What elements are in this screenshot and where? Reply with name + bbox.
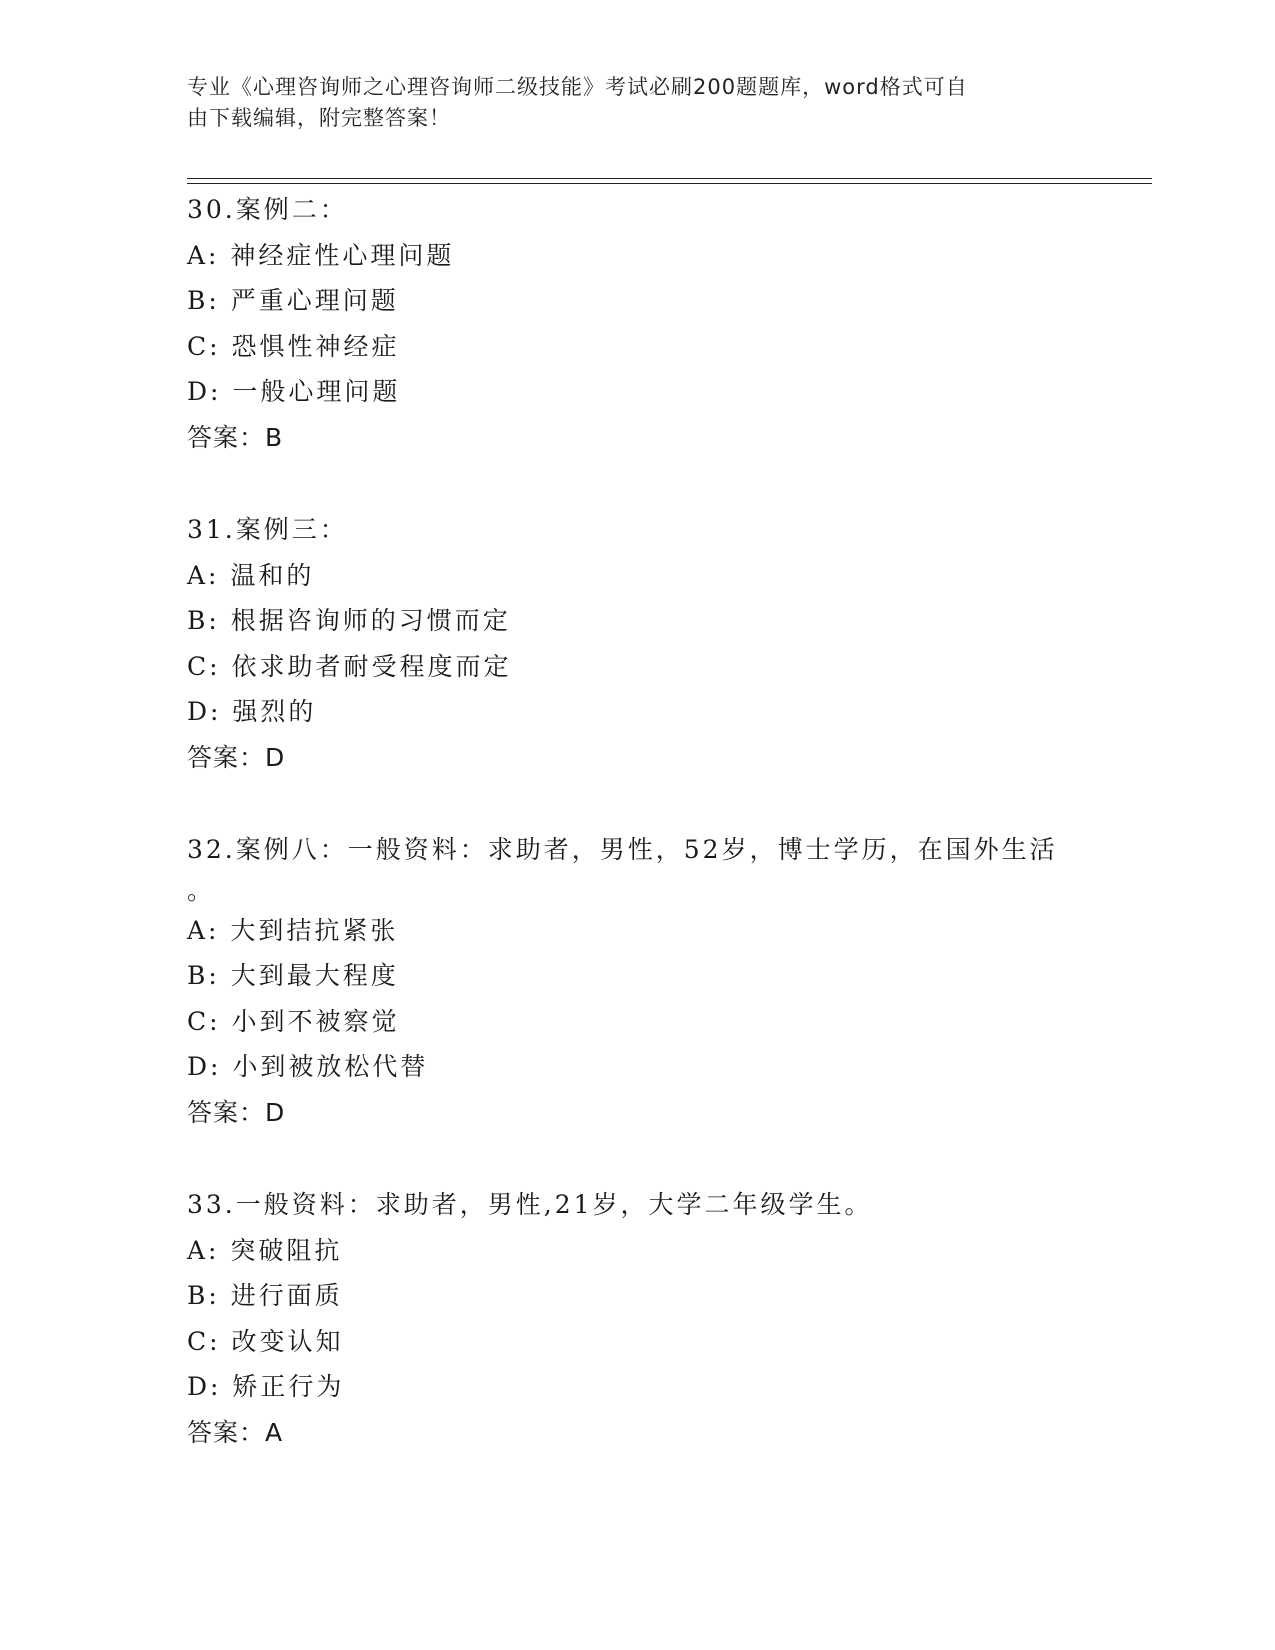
question-list — [187, 187, 1087, 1502]
question-stem: 30.案例二： — [187, 195, 348, 224]
header-divider-bottom — [187, 183, 1152, 184]
option-c: C: 小到不被察觉 — [187, 1006, 400, 1036]
answer: 答案：A — [187, 1417, 284, 1447]
question-32 — [187, 827, 1087, 1135]
option-a: A: 神经症性心理问题 — [187, 240, 455, 270]
question-30 — [187, 187, 1087, 460]
question-33 — [187, 1182, 1087, 1455]
answer: 答案：B — [187, 422, 284, 452]
question-stem: 33.一般资料：求助者，男性,21岁，大学二年级学生。 — [187, 1190, 873, 1219]
option-a: A: 温和的 — [187, 560, 315, 590]
option-a: A: 大到拮抗紧张 — [187, 915, 399, 945]
option-c: C: 改变认知 — [187, 1326, 344, 1356]
question-stem: 31.案例三： — [187, 515, 348, 544]
option-a: A: 突破阻抗 — [187, 1235, 343, 1265]
option-c: C: 恐惧性神经症 — [187, 331, 400, 361]
option-d: D: 一般心理问题 — [187, 377, 401, 406]
option-b: B: 根据咨询师的习惯而定 — [187, 606, 511, 635]
option-b: B: 大到最大程度 — [187, 961, 399, 990]
question-stem-continuation: 。 — [187, 875, 216, 905]
question-31 — [187, 507, 1087, 780]
answer: 答案：D — [187, 1097, 286, 1127]
header-line-2: 由下载编辑，附完整答案！ — [187, 106, 451, 130]
option-d: D: 小到被放松代替 — [187, 1052, 429, 1081]
header-line-1: 专业《心理咨询师之心理咨询师二级技能》考试必刷200题题库，word格式可自 — [187, 75, 968, 99]
option-d: D: 强烈的 — [187, 697, 317, 726]
option-b: B: 进行面质 — [187, 1281, 343, 1310]
document-header — [187, 72, 1067, 134]
option-d: D: 矫正行为 — [187, 1372, 345, 1401]
option-c: C: 依求助者耐受程度而定 — [187, 651, 512, 681]
header-divider-top — [187, 178, 1152, 179]
answer: 答案：D — [187, 742, 286, 772]
question-stem: 32.案例八：一般资料：求助者，男性，52岁，博士学历，在国外生活 — [187, 835, 1058, 864]
option-b: B: 严重心理问题 — [187, 286, 399, 315]
